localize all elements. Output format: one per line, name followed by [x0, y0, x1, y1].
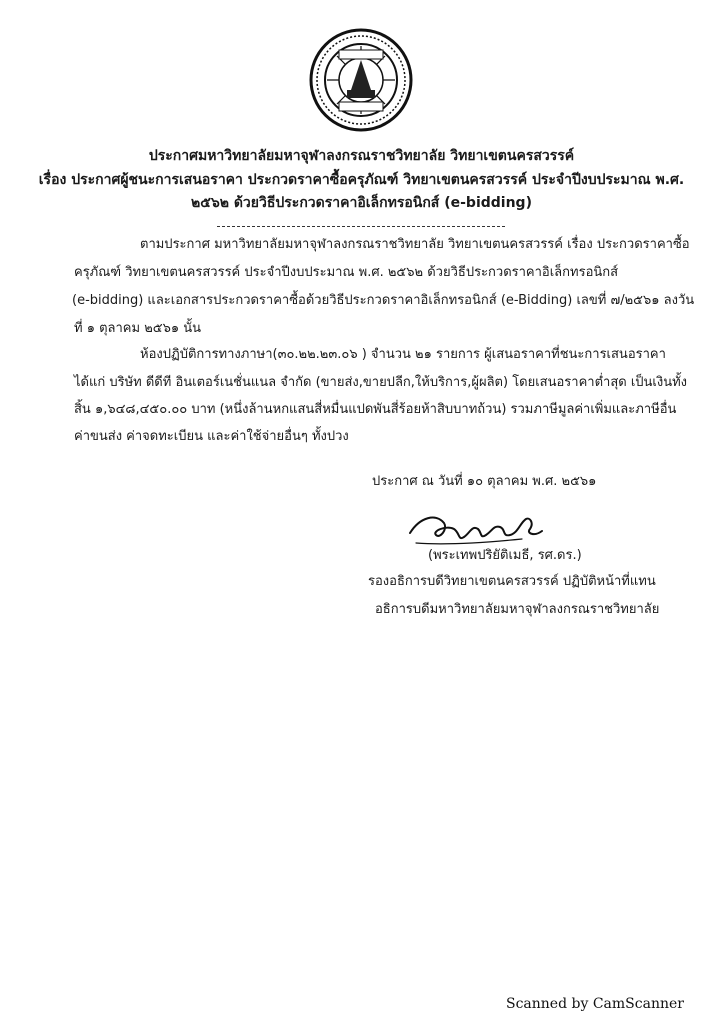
- announcement-title: ประกาศมหาวิทยาลัยมหาจุฬาลงกรณราชวิทยาลัย วิทยาเขตนครสวรรค์: [148, 148, 575, 164]
- title-divider: [217, 226, 505, 227]
- announce-date: ประกาศ ณ วันที่ ๑๐ ตุลาคม พ.ศ. ๒๕๖๑: [372, 474, 597, 489]
- announcement-subject-cont: ๒๕๖๒ ด้วยวิธีประกวดราคาอิเล็กทรอนิกส์ (e-bidding): [191, 195, 532, 211]
- university-seal-icon: [309, 28, 413, 132]
- scanner-watermark: Scanned by CamScanner: [506, 996, 684, 1012]
- announcement-subject: เรื่อง ประกาศผู้ชนะการเสนอราคา ประกวดราคาซื้อครุภัณฑ์ วิทยาเขตนครสวรรค์ ประจำปีงบประมาณ พ.ศ.: [38, 172, 685, 188]
- paragraph1-line3: (e-bidding) และเอกสารประกวดราคาซื้อด้วยวิธีประกวดราคาอิเล็กทรอนิกส์ (e-Bidding) เลขที่ ๗/๒๕๖๑ ลงวัน: [72, 293, 695, 308]
- paragraph2-line4: ค่าขนส่ง ค่าจดทะเบียน และค่าใช้จ่ายอื่นๆ ทั้งปวง: [74, 429, 349, 444]
- paragraph2-line3: สิ้น ๑,๖๔๘,๔๕๐.๐๐ บาท (หนึ่งล้านหกแสนสี่หมื่นแปดพันสี่ร้อยห้าสิบบาทถ้วน) รวมภาษีมูลค่าเพิ่มและภาษีอื่น: [74, 402, 677, 417]
- paragraph2-line2: ได้แก่ บริษัท ดีดีที อินเตอร์เนชั่นแนล จำกัด (ขายส่ง,ขายปลีก,ให้บริการ,ผู้ผลิต) โดยเสนอราคาต่ำสุด เป็นเงินทั้ง: [74, 375, 688, 390]
- handwritten-signature: [402, 503, 552, 551]
- paragraph1-line1: ตามประกาศ มหาวิทยาลัยมหาจุฬาลงกรณราชวิทยาลัย วิทยาเขตนครสวรรค์ เรื่อง ประกวดราคาซื้อ: [140, 237, 690, 252]
- paragraph2-line1: ห้องปฏิบัติการทางภาษา(๓๐.๒๒.๒๓.๐๖ ) จำนวน ๒๑ รายการ ผู้เสนอราคาที่ชนะการเสนอราคา: [140, 347, 666, 362]
- paragraph1-line2: ครุภัณฑ์ วิทยาเขตนครสวรรค์ ประจำปีงบประมาณ พ.ศ. ๒๕๖๒ ด้วยวิธีประกวดราคาอิเล็กทรอนิกส์: [74, 265, 619, 280]
- signer-name: (พระเทพปริยัติเมธี, รศ.ดร.): [428, 548, 582, 563]
- signer-position-1: รองอธิการบดีวิทยาเขตนครสวรรค์ ปฏิบัติหน้าที่แทน: [368, 574, 656, 589]
- signer-position-2: อธิการบดีมหาวิทยาลัยมหาจุฬาลงกรณราชวิทยาลัย: [375, 602, 660, 617]
- paragraph1-line4: ที่ ๑ ตุลาคม ๒๕๖๑ นั้น: [74, 321, 202, 336]
